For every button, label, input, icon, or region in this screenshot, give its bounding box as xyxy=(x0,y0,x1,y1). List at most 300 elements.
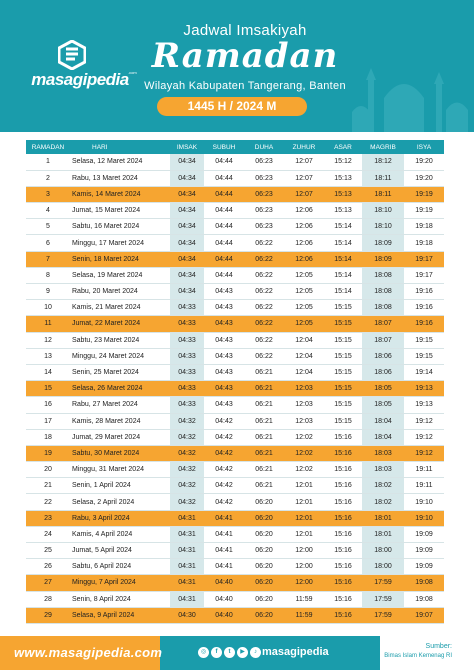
isya-time: 19:13 xyxy=(404,381,444,397)
imsak-time: 04:33 xyxy=(170,316,204,332)
imsak-time: 04:32 xyxy=(170,413,204,429)
isya-time: 19:11 xyxy=(404,478,444,494)
magrib-time: 18:06 xyxy=(362,364,404,380)
imsak-time: 04:32 xyxy=(170,478,204,494)
imsak-time: 04:33 xyxy=(170,332,204,348)
table-row xyxy=(26,413,444,429)
zuhur-time: 12:07 xyxy=(284,170,324,186)
ramadan-day: 6 xyxy=(26,235,70,251)
imsak-time: 04:31 xyxy=(170,559,204,575)
asar-time: 15:15 xyxy=(324,300,362,316)
subuh-time: 04:43 xyxy=(204,332,244,348)
table-row xyxy=(26,494,444,510)
magrib-time: 18:11 xyxy=(362,186,404,202)
subuh-time: 04:44 xyxy=(204,251,244,267)
table-row xyxy=(26,203,444,219)
day-date: Kamis, 28 Maret 2024 xyxy=(70,413,170,429)
magrib-time: 18:09 xyxy=(362,251,404,267)
asar-time: 15:14 xyxy=(324,284,362,300)
duha-time: 06:20 xyxy=(244,575,284,591)
zuhur-time: 12:06 xyxy=(284,251,324,267)
asar-time: 15:16 xyxy=(324,607,362,623)
imsak-time: 04:32 xyxy=(170,429,204,445)
imsak-time: 04:34 xyxy=(170,235,204,251)
table-row xyxy=(26,397,444,413)
duha-time: 06:21 xyxy=(244,429,284,445)
subuh-time: 04:44 xyxy=(204,203,244,219)
table-row xyxy=(26,154,444,170)
subuh-time: 04:43 xyxy=(204,364,244,380)
ramadan-day: 24 xyxy=(26,526,70,542)
asar-time: 15:16 xyxy=(324,510,362,526)
isya-time: 19:08 xyxy=(404,591,444,607)
day-date: Sabtu, 23 Maret 2024 xyxy=(70,332,170,348)
ramadan-day: 21 xyxy=(26,478,70,494)
subuh-time: 04:41 xyxy=(204,510,244,526)
table-row xyxy=(26,316,444,332)
isya-time: 19:16 xyxy=(404,316,444,332)
magrib-time: 18:05 xyxy=(362,381,404,397)
table-row xyxy=(26,235,444,251)
imsak-time: 04:34 xyxy=(170,219,204,235)
day-date: Minggu, 17 Maret 2024 xyxy=(70,235,170,251)
magrib-time: 18:04 xyxy=(362,429,404,445)
imsak-time: 04:30 xyxy=(170,607,204,623)
asar-time: 15:16 xyxy=(324,591,362,607)
ramadan-day: 7 xyxy=(26,251,70,267)
zuhur-time: 12:04 xyxy=(284,348,324,364)
subuh-time: 04:43 xyxy=(204,397,244,413)
isya-time: 19:18 xyxy=(404,235,444,251)
imsak-time: 04:33 xyxy=(170,348,204,364)
isya-time: 19:20 xyxy=(404,170,444,186)
ramadan-day: 26 xyxy=(26,559,70,575)
imsak-time: 04:31 xyxy=(170,575,204,591)
imsak-time: 04:34 xyxy=(170,203,204,219)
day-date: Selasa, 12 Maret 2024 xyxy=(70,154,170,170)
ramadan-day: 17 xyxy=(26,413,70,429)
zuhur-time: 12:05 xyxy=(284,316,324,332)
zuhur-time: 12:05 xyxy=(284,284,324,300)
table-row xyxy=(26,251,444,267)
isya-time: 19:07 xyxy=(404,607,444,623)
subuh-time: 04:43 xyxy=(204,381,244,397)
asar-time: 15:14 xyxy=(324,235,362,251)
asar-time: 15:14 xyxy=(324,251,362,267)
isya-time: 19:18 xyxy=(404,219,444,235)
duha-time: 06:22 xyxy=(244,316,284,332)
subuh-time: 04:44 xyxy=(204,170,244,186)
table-row xyxy=(26,478,444,494)
isya-time: 19:17 xyxy=(404,251,444,267)
ramadan-day: 12 xyxy=(26,332,70,348)
magrib-time: 18:10 xyxy=(362,219,404,235)
day-date: Kamis, 21 Maret 2024 xyxy=(70,300,170,316)
table-row xyxy=(26,219,444,235)
zuhur-time: 12:03 xyxy=(284,381,324,397)
ramadan-title: Ramadan xyxy=(151,36,339,76)
subuh-time: 04:44 xyxy=(204,219,244,235)
isya-time: 19:12 xyxy=(404,413,444,429)
imsak-time: 04:31 xyxy=(170,510,204,526)
duha-time: 06:22 xyxy=(244,251,284,267)
table-row xyxy=(26,300,444,316)
isya-time: 19:14 xyxy=(404,364,444,380)
isya-time: 19:12 xyxy=(404,429,444,445)
duha-time: 06:21 xyxy=(244,478,284,494)
isya-time: 19:19 xyxy=(404,203,444,219)
subuh-time: 04:43 xyxy=(204,348,244,364)
subuh-time: 04:42 xyxy=(204,462,244,478)
isya-time: 19:13 xyxy=(404,397,444,413)
isya-time: 19:15 xyxy=(404,348,444,364)
twitter-icon[interactable]: t xyxy=(224,647,235,658)
duha-time: 06:20 xyxy=(244,559,284,575)
header-banner xyxy=(0,0,474,132)
zuhur-time: 12:05 xyxy=(284,267,324,283)
day-date: Jumat, 29 Maret 2024 xyxy=(70,429,170,445)
zuhur-time: 12:04 xyxy=(284,364,324,380)
magrib-time: 18:11 xyxy=(362,170,404,186)
masagipedia-logo-icon xyxy=(58,40,86,70)
zuhur-time: 12:01 xyxy=(284,510,324,526)
subuh-time: 04:42 xyxy=(204,478,244,494)
duha-time: 06:23 xyxy=(244,170,284,186)
region-label: Wilayah Kabupaten Tangerang, Banten xyxy=(144,80,346,92)
day-date: Senin, 18 Maret 2024 xyxy=(70,251,170,267)
ramadan-day: 18 xyxy=(26,429,70,445)
zuhur-time: 12:06 xyxy=(284,235,324,251)
isya-time: 19:12 xyxy=(404,445,444,461)
table-row xyxy=(26,445,444,461)
ramadan-day: 20 xyxy=(26,462,70,478)
imsak-time: 04:32 xyxy=(170,462,204,478)
asar-time: 15:16 xyxy=(324,559,362,575)
subuh-time: 04:40 xyxy=(204,591,244,607)
ramadan-day: 1 xyxy=(26,154,70,170)
day-date: Selasa, 19 Maret 2024 xyxy=(70,267,170,283)
subuh-time: 04:43 xyxy=(204,316,244,332)
zuhur-time: 12:07 xyxy=(284,154,324,170)
ramadan-day: 19 xyxy=(26,445,70,461)
asar-time: 15:16 xyxy=(324,575,362,591)
day-date: Sabtu, 30 Maret 2024 xyxy=(70,445,170,461)
imsak-time: 04:34 xyxy=(170,170,204,186)
magrib-time: 18:06 xyxy=(362,348,404,364)
duha-time: 06:20 xyxy=(244,494,284,510)
asar-time: 15:13 xyxy=(324,186,362,202)
social-icons xyxy=(198,647,261,658)
isya-time: 19:08 xyxy=(404,575,444,591)
day-date: Jumat, 5 April 2024 xyxy=(70,543,170,559)
imsak-time: 04:34 xyxy=(170,267,204,283)
duha-time: 06:21 xyxy=(244,445,284,461)
zuhur-time: 12:00 xyxy=(284,575,324,591)
imsak-time: 04:34 xyxy=(170,186,204,202)
duha-time: 06:22 xyxy=(244,267,284,283)
imsak-time: 04:32 xyxy=(170,445,204,461)
isya-time: 19:20 xyxy=(404,154,444,170)
subuh-time: 04:43 xyxy=(204,300,244,316)
table-row xyxy=(26,575,444,591)
day-date: Kamis, 14 Maret 2024 xyxy=(70,186,170,202)
ramadan-day: 11 xyxy=(26,316,70,332)
tiktok-icon[interactable]: ♪ xyxy=(250,647,261,658)
isya-time: 19:09 xyxy=(404,559,444,575)
ramadan-day: 15 xyxy=(26,381,70,397)
zuhur-time: 12:03 xyxy=(284,413,324,429)
asar-time: 15:12 xyxy=(324,154,362,170)
imsak-time: 04:34 xyxy=(170,251,204,267)
day-date: Kamis, 4 April 2024 xyxy=(70,526,170,542)
asar-time: 15:15 xyxy=(324,332,362,348)
ramadan-day: 16 xyxy=(26,397,70,413)
ramadan-day: 14 xyxy=(26,364,70,380)
day-date: Minggu, 24 Maret 2024 xyxy=(70,348,170,364)
table-row xyxy=(26,186,444,202)
imsak-time: 04:33 xyxy=(170,397,204,413)
imsak-time: 04:32 xyxy=(170,494,204,510)
subuh-time: 04:43 xyxy=(204,284,244,300)
source-label: Sumber: xyxy=(425,643,452,650)
duha-time: 06:21 xyxy=(244,364,284,380)
day-date: Selasa, 26 Maret 2024 xyxy=(70,381,170,397)
asar-time: 15:14 xyxy=(324,267,362,283)
table-body xyxy=(26,154,444,623)
ramadan-day: 29 xyxy=(26,607,70,623)
youtube-icon[interactable]: ▶ xyxy=(237,647,248,658)
magrib-time: 18:04 xyxy=(362,413,404,429)
isya-time: 19:11 xyxy=(404,462,444,478)
magrib-time: 18:05 xyxy=(362,397,404,413)
duha-time: 06:20 xyxy=(244,526,284,542)
zuhur-time: 12:02 xyxy=(284,445,324,461)
ramadan-day: 27 xyxy=(26,575,70,591)
col-asar: ASAR xyxy=(324,140,362,154)
ramadan-day: 23 xyxy=(26,510,70,526)
day-date: Rabu, 20 Maret 2024 xyxy=(70,284,170,300)
subuh-time: 04:44 xyxy=(204,235,244,251)
zuhur-time: 12:05 xyxy=(284,300,324,316)
isya-time: 19:10 xyxy=(404,510,444,526)
duha-time: 06:21 xyxy=(244,397,284,413)
table-row xyxy=(26,543,444,559)
zuhur-time: 12:06 xyxy=(284,203,324,219)
magrib-time: 18:08 xyxy=(362,300,404,316)
zuhur-time: 12:01 xyxy=(284,478,324,494)
ramadan-day: 28 xyxy=(26,591,70,607)
day-date: Jumat, 15 Maret 2024 xyxy=(70,203,170,219)
table-row xyxy=(26,591,444,607)
isya-time: 19:19 xyxy=(404,186,444,202)
magrib-time: 18:03 xyxy=(362,462,404,478)
duha-time: 06:23 xyxy=(244,154,284,170)
day-date: Senin, 1 April 2024 xyxy=(70,478,170,494)
zuhur-time: 12:01 xyxy=(284,526,324,542)
facebook-icon[interactable]: f xyxy=(211,647,222,658)
subuh-time: 04:44 xyxy=(204,267,244,283)
zuhur-time: 12:07 xyxy=(284,186,324,202)
footer-website[interactable]: www.masagipedia.com xyxy=(14,645,163,660)
col-hari: HARI xyxy=(70,140,170,154)
subuh-time: 04:41 xyxy=(204,543,244,559)
subuh-time: 04:40 xyxy=(204,575,244,591)
zuhur-time: 11:59 xyxy=(284,607,324,623)
zuhur-time: 12:02 xyxy=(284,429,324,445)
day-date: Minggu, 7 April 2024 xyxy=(70,575,170,591)
asar-time: 15:13 xyxy=(324,170,362,186)
ramadan-day: 22 xyxy=(26,494,70,510)
day-date: Sabtu, 16 Maret 2024 xyxy=(70,219,170,235)
ramadan-day: 10 xyxy=(26,300,70,316)
duha-time: 06:20 xyxy=(244,543,284,559)
schedule-title: Jadwal Imsakiyah xyxy=(183,22,307,39)
table-row xyxy=(26,559,444,575)
day-date: Senin, 8 April 2024 xyxy=(70,591,170,607)
asar-time: 15:15 xyxy=(324,397,362,413)
table-row xyxy=(26,607,444,623)
col-magrib: MAGRIB xyxy=(362,140,404,154)
duha-time: 06:23 xyxy=(244,186,284,202)
year-badge: 1445 H / 2024 M xyxy=(157,97,307,116)
duha-time: 06:20 xyxy=(244,510,284,526)
imsakiyah-table xyxy=(26,140,444,624)
magrib-time: 18:08 xyxy=(362,267,404,283)
imsak-time: 04:31 xyxy=(170,526,204,542)
footer xyxy=(0,636,474,670)
ramadan-day: 13 xyxy=(26,348,70,364)
magrib-time: 17:59 xyxy=(362,607,404,623)
table-row xyxy=(26,332,444,348)
imsak-time: 04:33 xyxy=(170,300,204,316)
magrib-time: 18:00 xyxy=(362,559,404,575)
ramadan-day: 9 xyxy=(26,284,70,300)
asar-time: 15:16 xyxy=(324,462,362,478)
duha-time: 06:22 xyxy=(244,284,284,300)
ramadan-day: 3 xyxy=(26,186,70,202)
duha-time: 06:22 xyxy=(244,332,284,348)
table-row xyxy=(26,170,444,186)
table-row xyxy=(26,526,444,542)
table-row xyxy=(26,429,444,445)
subuh-time: 04:42 xyxy=(204,413,244,429)
day-date: Selasa, 9 April 2024 xyxy=(70,607,170,623)
zuhur-time: 11:59 xyxy=(284,591,324,607)
table-header-row xyxy=(26,140,444,154)
magrib-time: 18:09 xyxy=(362,235,404,251)
imsak-time: 04:33 xyxy=(170,364,204,380)
duha-time: 06:22 xyxy=(244,348,284,364)
asar-time: 15:16 xyxy=(324,478,362,494)
magrib-time: 18:07 xyxy=(362,316,404,332)
col-subuh: SUBUH xyxy=(204,140,244,154)
zuhur-time: 12:00 xyxy=(284,543,324,559)
asar-time: 15:14 xyxy=(324,219,362,235)
day-date: Senin, 25 Maret 2024 xyxy=(70,364,170,380)
subuh-time: 04:41 xyxy=(204,526,244,542)
magrib-time: 18:10 xyxy=(362,203,404,219)
magrib-time: 18:01 xyxy=(362,526,404,542)
table-row xyxy=(26,267,444,283)
table-row xyxy=(26,284,444,300)
duha-time: 06:21 xyxy=(244,462,284,478)
imsak-time: 04:31 xyxy=(170,543,204,559)
duha-time: 06:22 xyxy=(244,300,284,316)
col-duha: DUHA xyxy=(244,140,284,154)
table-row xyxy=(26,364,444,380)
subuh-time: 04:44 xyxy=(204,154,244,170)
ramadan-day: 8 xyxy=(26,267,70,283)
asar-time: 15:16 xyxy=(324,429,362,445)
duha-time: 06:20 xyxy=(244,607,284,623)
asar-time: 15:13 xyxy=(324,203,362,219)
isya-time: 19:09 xyxy=(404,526,444,542)
imsak-time: 04:31 xyxy=(170,591,204,607)
table-row xyxy=(26,348,444,364)
col-isya: ISYA xyxy=(404,140,444,154)
magrib-time: 18:01 xyxy=(362,510,404,526)
subuh-time: 04:42 xyxy=(204,494,244,510)
magrib-time: 17:59 xyxy=(362,591,404,607)
ramadan-day: 5 xyxy=(26,219,70,235)
instagram-icon[interactable]: ◎ xyxy=(198,647,209,658)
footer-handle[interactable]: masagipedia xyxy=(262,646,329,658)
zuhur-time: 12:03 xyxy=(284,397,324,413)
zuhur-time: 12:01 xyxy=(284,494,324,510)
asar-time: 15:15 xyxy=(324,364,362,380)
asar-time: 15:15 xyxy=(324,316,362,332)
zuhur-time: 12:06 xyxy=(284,219,324,235)
zuhur-time: 12:00 xyxy=(284,559,324,575)
magrib-time: 17:59 xyxy=(362,575,404,591)
day-date: Selasa, 2 April 2024 xyxy=(70,494,170,510)
asar-time: 15:16 xyxy=(324,445,362,461)
asar-time: 15:16 xyxy=(324,526,362,542)
magrib-time: 18:00 xyxy=(362,543,404,559)
magrib-time: 18:03 xyxy=(362,445,404,461)
duha-time: 06:23 xyxy=(244,203,284,219)
day-date: Rabu, 13 Maret 2024 xyxy=(70,170,170,186)
subuh-time: 04:44 xyxy=(204,186,244,202)
col-zuhur: ZUHUR xyxy=(284,140,324,154)
zuhur-time: 12:02 xyxy=(284,462,324,478)
brand-name: masagipedia xyxy=(31,70,129,89)
day-date: Jumat, 22 Maret 2024 xyxy=(70,316,170,332)
col-imsak: IMSAK xyxy=(170,140,204,154)
isya-time: 19:15 xyxy=(404,332,444,348)
isya-time: 19:16 xyxy=(404,284,444,300)
day-date: Rabu, 27 Maret 2024 xyxy=(70,397,170,413)
subuh-time: 04:40 xyxy=(204,607,244,623)
duha-time: 06:22 xyxy=(244,235,284,251)
imsak-time: 04:34 xyxy=(170,154,204,170)
brand-suffix: .com xyxy=(128,70,137,75)
day-date: Minggu, 31 Maret 2024 xyxy=(70,462,170,478)
magrib-time: 18:12 xyxy=(362,154,404,170)
duha-time: 06:20 xyxy=(244,591,284,607)
source-value: Bimas Islam Kemenag RI xyxy=(384,653,452,659)
duha-time: 06:23 xyxy=(244,219,284,235)
zuhur-time: 12:04 xyxy=(284,332,324,348)
subuh-time: 04:42 xyxy=(204,445,244,461)
ramadan-day: 25 xyxy=(26,543,70,559)
magrib-time: 18:02 xyxy=(362,494,404,510)
day-date: Rabu, 3 April 2024 xyxy=(70,510,170,526)
imsak-time: 04:34 xyxy=(170,284,204,300)
col-ramadan: RAMADAN xyxy=(26,140,70,154)
asar-time: 15:16 xyxy=(324,543,362,559)
isya-time: 19:17 xyxy=(404,267,444,283)
